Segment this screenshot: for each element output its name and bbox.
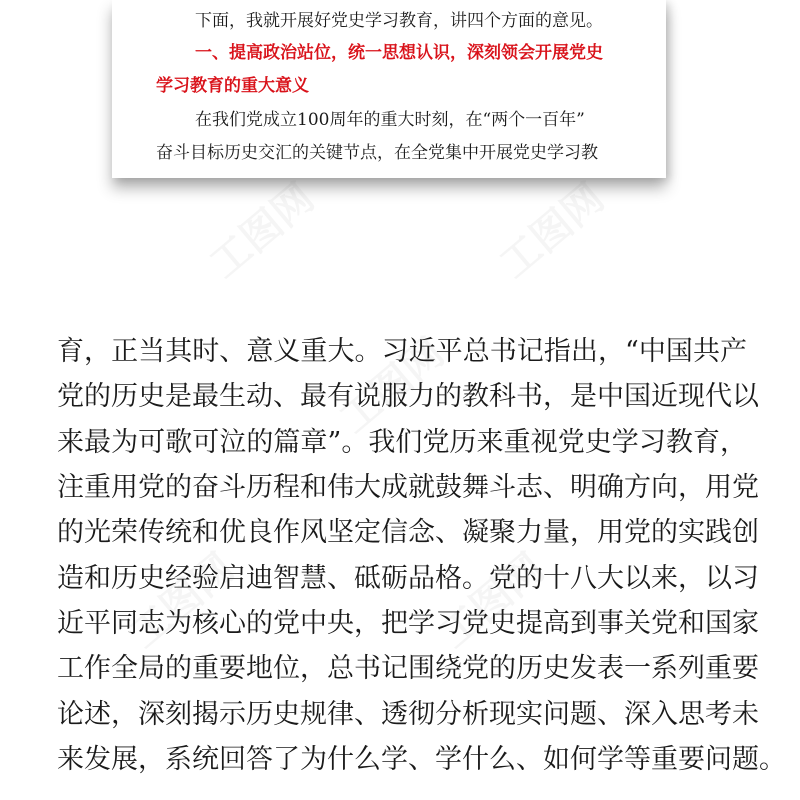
body-line: 注重用党的奋斗历程和伟大成就鼓舞斗志、明确方向，用党 [57,472,759,503]
body-line: 近平同志为核心的党中央，把学习党史提高到事关党和国家 [57,608,759,639]
body-line: 来发展，系统回答了为什么学、学什么、如何学等重要问题。 [57,744,786,775]
body-line: 来最为可歌可泣的篇章”。我们党历来重视党史学习教育， [57,427,747,458]
section-heading-line: 一、提高政治站位，统一思想认识，深刻领会开展党史 [195,43,603,63]
body-line: 的光荣传统和优良作风坚定信念、凝聚力量，用党的实践创 [57,517,759,548]
body-line: 党的历史是最生动、最有说服力的教科书，是中国近现代以 [57,381,759,412]
body-line: 论述，深刻揭示历史规律、透彻分析现实问题、深入思考未 [57,699,759,730]
card-paragraph-line: 下面，我就开展好党史学习教育，讲四个方面的意见。 [195,11,603,31]
watermark: 工图网 [331,329,453,443]
body-line: 工作全局的重要地位，总书记围绕党的历史发表一系列重要 [57,653,759,684]
watermark: 工图网 [121,544,243,658]
section-heading-line: 学习教育的重大意义 [156,76,309,96]
body-line: 造和历史经验启迪智慧、砥砺品格。党的十八大以来，以习 [57,563,759,594]
card-paragraph-line: 奋斗目标历史交汇的关键节点，在全党集中开展党史学习教 [156,143,598,163]
watermark: 工图网 [491,174,613,288]
card-paragraph-line: 在我们党成立100周年的重大时刻，在“两个一百年” [195,110,585,130]
watermark: 工图网 [431,544,553,658]
previous-page-card [112,0,666,178]
watermark: 工图网 [201,174,323,288]
body-line: 育，正当其时、意义重大。习近平总书记指出，“中国共产 [57,336,747,367]
